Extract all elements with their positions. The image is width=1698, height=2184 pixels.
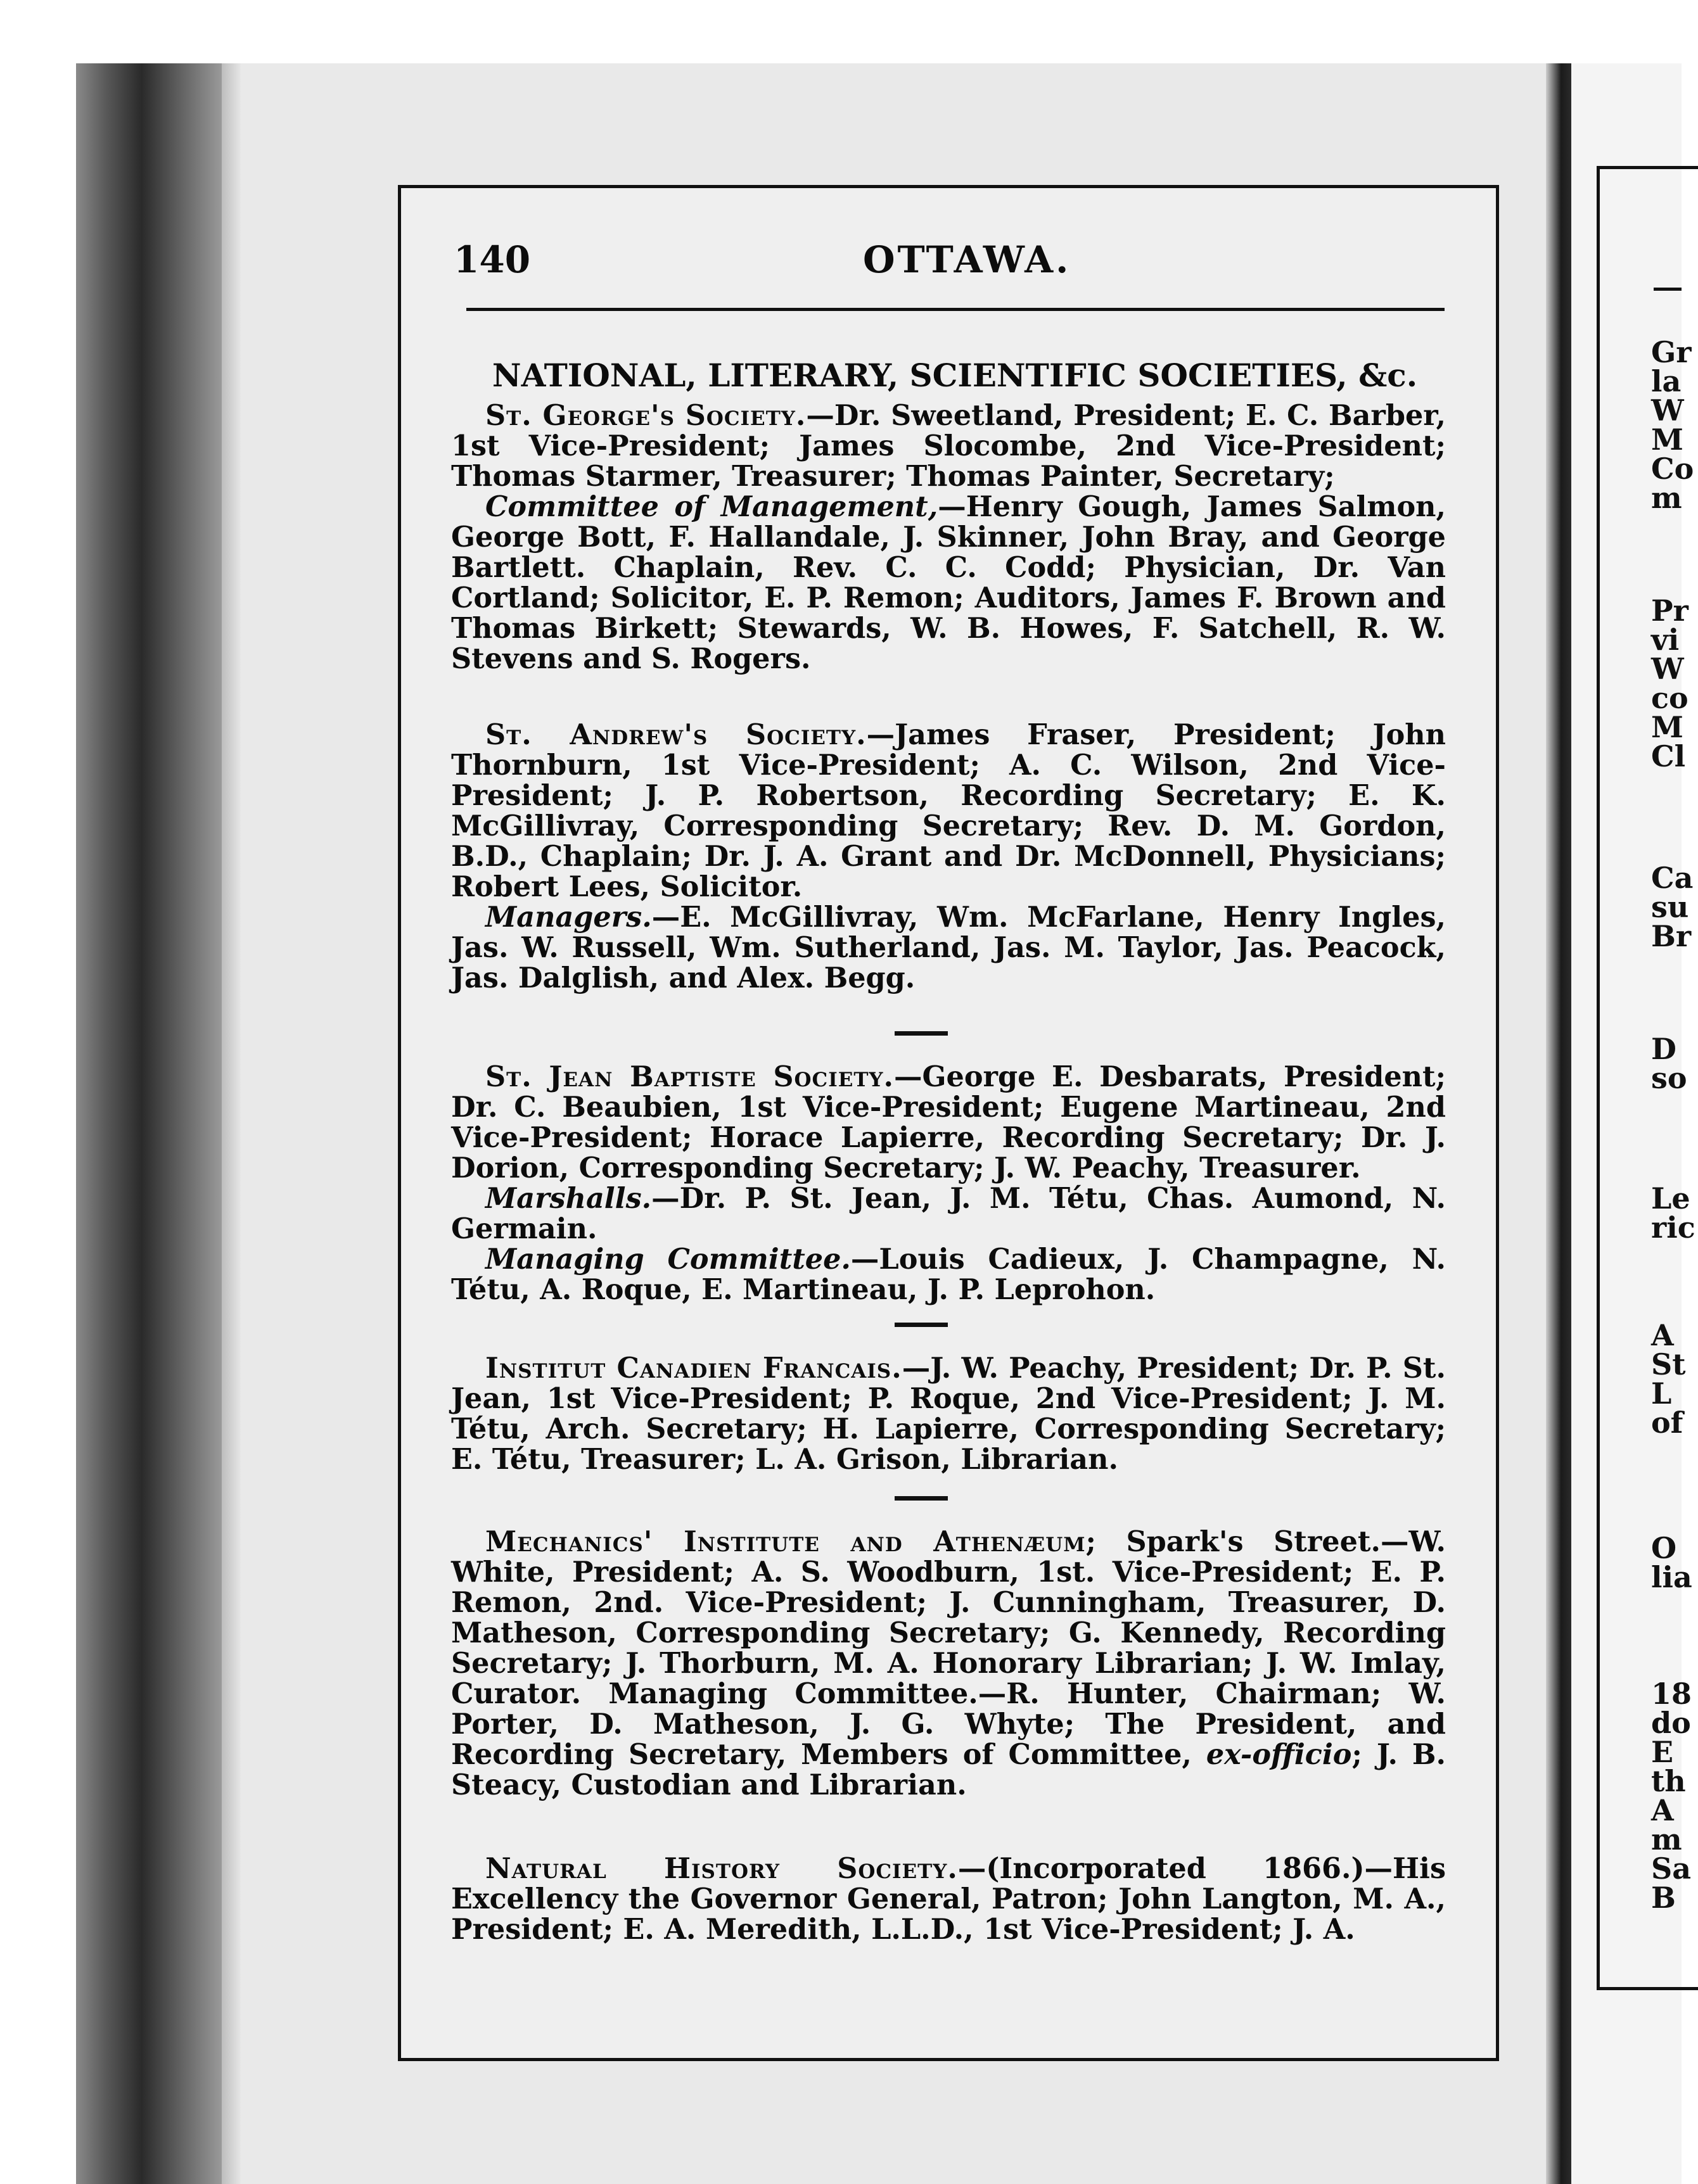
adjacent-page-fragment: th xyxy=(1651,1764,1686,1798)
adjacent-page-fragment: D xyxy=(1651,1032,1676,1066)
adjacent-page-fragment: lia xyxy=(1651,1560,1692,1594)
adjacent-page-fragment: W xyxy=(1651,393,1684,428)
adjacent-page-fragment: m xyxy=(1651,1822,1682,1857)
entry-st-george-society xyxy=(451,400,1446,674)
society-name: Mechanics' Institute and Athenæum xyxy=(485,1525,1086,1558)
adjacent-page-fragment: B xyxy=(1651,1881,1676,1915)
adjacent-page-fragment: Gr xyxy=(1651,335,1692,369)
committee-text: —Henry Gough, James Salmon, George Bott, F. Hallandale, J. Skinner, John Bray, and George Bartlett. Chaplain, Rev. C. C. Codd; Physician, Dr. Van Cortland; Solicitor, E. P. Remon; Auditors, James F. Brown and Thomas Birkett; Stewards, W. B. Howes, F. Satchell, R. W. Stevens and S. Rogers. xyxy=(451,490,1446,675)
adjacent-page-fragment: 18 xyxy=(1651,1677,1692,1711)
adjacent-page-fragment: Cl xyxy=(1651,739,1686,773)
adjacent-page-fragment: Le xyxy=(1651,1181,1690,1216)
adjacent-page-fragment: Pr xyxy=(1651,594,1688,628)
section-title: NATIONAL, LITERARY, SCIENTIFIC SOCIETIES, &c. xyxy=(492,357,1418,394)
section-divider xyxy=(895,1323,948,1327)
marshalls-label: Marshalls. xyxy=(485,1182,652,1215)
adjacent-page-fragment: St xyxy=(1651,1347,1686,1381)
entry-institut-canadien-francais xyxy=(451,1353,1446,1475)
entry-mechanics-institute xyxy=(451,1527,1446,1800)
adjacent-page-fragment: co xyxy=(1651,681,1688,715)
entry-text: —Dr. Sweetland, President; E. C. Barber, 1st Vice-President; James Slocombe, 2nd Vice-President; Thomas Starmer, Treasurer; Thomas Painter, Secretary; xyxy=(451,399,1446,493)
entry-st-jean-baptiste-society xyxy=(451,1062,1446,1305)
section-divider xyxy=(895,1031,948,1036)
adjacent-page-fragment: su xyxy=(1651,890,1689,924)
adjacent-page-fragment: A xyxy=(1651,1793,1674,1827)
society-name: Institut Canadien Francais. xyxy=(485,1352,902,1385)
society-name: St. Andrew's Society. xyxy=(485,718,867,751)
gutter-shadow xyxy=(1546,63,1571,2184)
ex-officio: ex-officio xyxy=(1206,1738,1352,1771)
book-spine-shadow xyxy=(76,63,222,2184)
adjacent-page-fragment: Ca xyxy=(1651,861,1694,895)
managers-label: Managers. xyxy=(485,901,652,934)
entry-text-end: ; J. B. Steacy, Custodian and Librarian. xyxy=(451,1738,1446,1801)
running-head: OTTAWA. xyxy=(863,238,1071,281)
adjacent-page-fragment: E xyxy=(1651,1735,1674,1769)
entry-st-andrew-society xyxy=(451,720,1446,993)
adjacent-page-fragment: W xyxy=(1651,652,1684,686)
adjacent-page-fragment: m xyxy=(1651,481,1682,515)
committee-label: Managing Committee. xyxy=(485,1243,851,1276)
adjacent-page-fragment: L xyxy=(1651,1376,1672,1411)
section-divider xyxy=(895,1496,948,1501)
committee-text: —Louis Cadieux, J. Champagne, N. Tétu, A. Roque, E. Martineau, J. P. Leprohon. xyxy=(451,1243,1446,1306)
adjacent-page-fragment: Sa xyxy=(1651,1851,1692,1886)
society-name: St. Jean Baptiste Society. xyxy=(485,1060,895,1093)
entry-text: ; Spark's Street.—W. White, President; A. S. Woodburn, 1st. Vice-President; E. P. Remon, 2nd. Vice-President; J. Cunningham, Treasurer, D. Matheson, Corresponding Secretary; G. Kennedy, Recording Secretary; J. Thorburn, M. A. Honorary Librarian; J. W. Imlay, Curator. Managing Committee.—R. Hunter, Chairman; W. Porter, D. Matheson, J. G. Whyte; The President, and Recording Secretary, Members of Committee, xyxy=(451,1525,1446,1771)
society-name: St. George's Society. xyxy=(485,399,807,432)
page-edge xyxy=(222,63,241,2184)
entry-natural-history-society xyxy=(451,1853,1446,1945)
adjacent-page-fragment: la xyxy=(1651,364,1682,398)
adjacent-page-fragment: of xyxy=(1651,1406,1683,1440)
adjacent-page-fragment: vi xyxy=(1651,623,1680,657)
adjacent-page-fragment: Br xyxy=(1651,919,1692,953)
adjacent-page-fragment: M xyxy=(1651,710,1683,744)
society-name: Natural History Society. xyxy=(485,1852,958,1885)
adjacent-page-fragment: M xyxy=(1651,422,1683,457)
header-rule xyxy=(466,308,1445,311)
adjacent-page-fragment: O xyxy=(1651,1531,1677,1565)
page-number: 140 xyxy=(454,238,531,281)
adjacent-page-fragment: ric xyxy=(1651,1210,1695,1245)
entry-text: —J. W. Peachy, President; Dr. P. St. Jean, 1st Vice-President; P. Roque, 2nd Vice-President; J. M. Tétu, Arch. Secretary; H. Lapierre, Corresponding Secretary; E. Tétu, Treasurer; L. A. Grison, Librarian. xyxy=(451,1352,1446,1476)
marshalls-text: —Dr. P. St. Jean, J. M. Tétu, Chas. Aumond, N. Germain. xyxy=(451,1182,1446,1245)
adjacent-page-fragment: so xyxy=(1651,1061,1687,1095)
entry-text: —George E. Desbarats, President; Dr. C. Beaubien, 1st Vice-President; Eugene Martineau, 2nd Vice-President; Horace Lapierre, Recording Secretary; Dr. J. Dorion, Corresponding Secretary; J. W. Peachy, Treasurer. xyxy=(451,1060,1446,1184)
committee-label: Committee of Management, xyxy=(485,490,938,523)
adjacent-page-fragment: Co xyxy=(1651,452,1694,486)
entry-text: —James Fraser, President; John Thornburn, 1st Vice-President; A. C. Wilson, 2nd Vice-President; J. P. Robertson, Recording Secretary; E. K. McGillivray, Corresponding Secretary; Rev. D. M. Gordon, B.D., Chaplain; Dr. J. A. Grant and Dr. McDonnell, Physicians; Robert Lees, Solicitor. xyxy=(451,718,1446,903)
entry-text: —(Incorporated 1866.)—His Excellency the Governor General, Patron; John Langton, M. A., President; E. A. Meredith, L.L.D., 1st Vice-President; J. A. xyxy=(451,1852,1446,1946)
adjacent-page-fragment: A xyxy=(1651,1318,1674,1352)
adjacent-page-fragment: do xyxy=(1651,1706,1691,1740)
adjacent-page-rule xyxy=(1654,288,1682,291)
managers-text: —E. McGillivray, Wm. McFarlane, Henry Ingles, Jas. W. Russell, Wm. Sutherland, Jas. M. Taylor, Jas. Peacock, Jas. Dalglish, and Alex. Begg. xyxy=(451,901,1446,994)
